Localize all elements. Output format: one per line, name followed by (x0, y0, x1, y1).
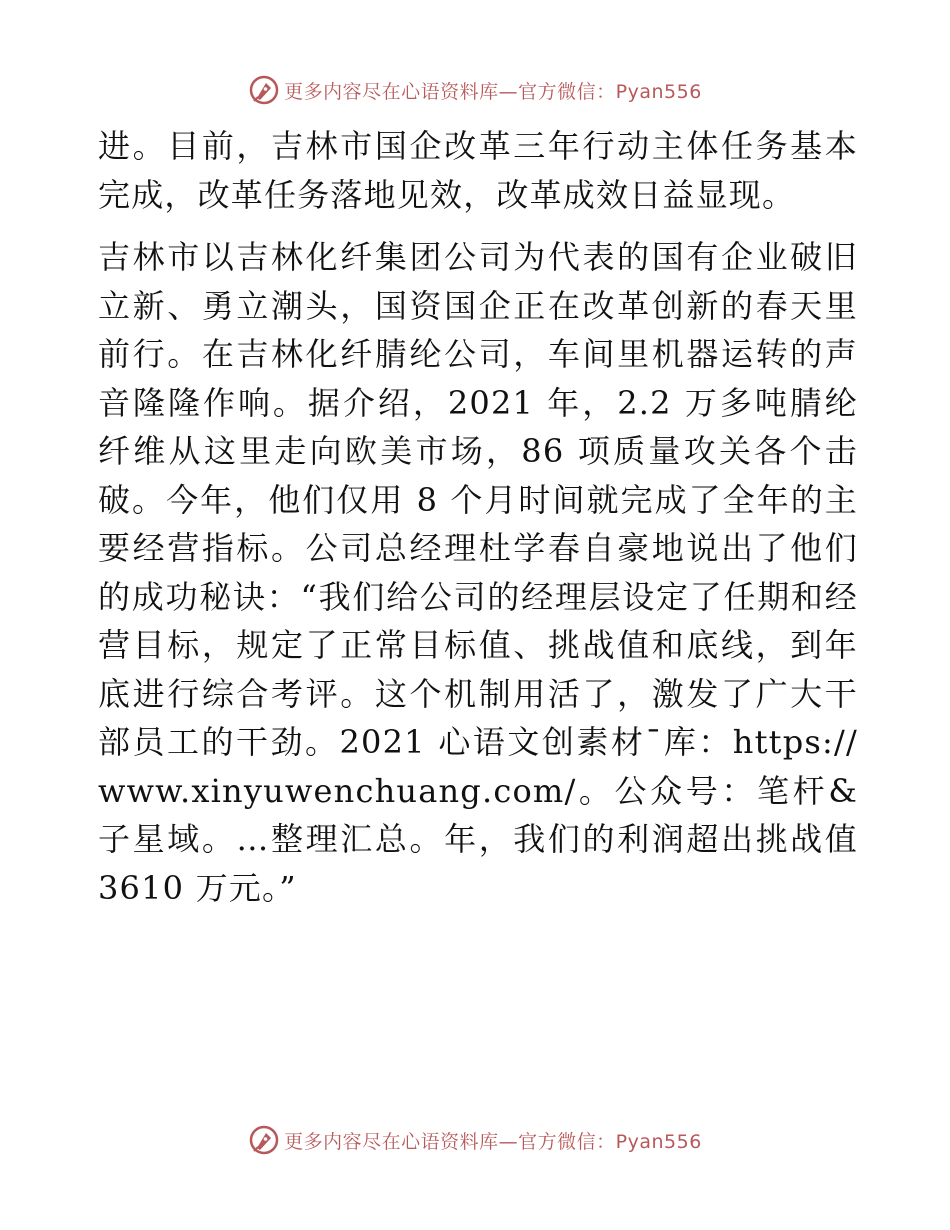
header-banner (0, 70, 950, 110)
paragraph-2: 吉林市以吉林化纤集团公司为代表的国有企业破旧立新、勇立潮头，国资国企正在改革创新的春天里前行。在吉林化纤腈纶公司，车间里机器运转的声音隆隆作响。据介绍，2021 年，2.2 万多吨腈纶纤维从这里走向欧美市场，86 项质量攻关各个击破。今年，他们仅用 8 个月时间就完成了全年的主要经营指标。公司总经理杜学春自豪地说出了他们的成功秘诀：“我们给公司的经理层设定了任期和经营目标，规定了正常目标值、挑战值和底线，到年底进行综合考评。这个机制用活了，激发了广大干部员工的干劲。2021 心语文创素材¯库：https://www.xinyuwenchuang.com/。公众号：笔杆&子星域。…整理汇总。年，我们的利润超出挑战值 3610 万元。” (98, 238, 858, 907)
footer-banner-text: 更多内容尽在心语资料库—官方微信：Pyan556 (284, 1130, 702, 1153)
paragraph-1: 进。目前，吉林市国企改革三年行动主体任务基本完成，改革任务落地见效，改革成效日益显现。 (98, 127, 858, 214)
header-banner-text: 更多内容尽在心语资料库—官方微信：Pyan556 (284, 80, 702, 103)
pen-nib-logo-icon (248, 1124, 280, 1156)
document-body (98, 122, 858, 912)
footer-banner (0, 1120, 950, 1160)
pen-nib-logo-icon (248, 74, 280, 106)
